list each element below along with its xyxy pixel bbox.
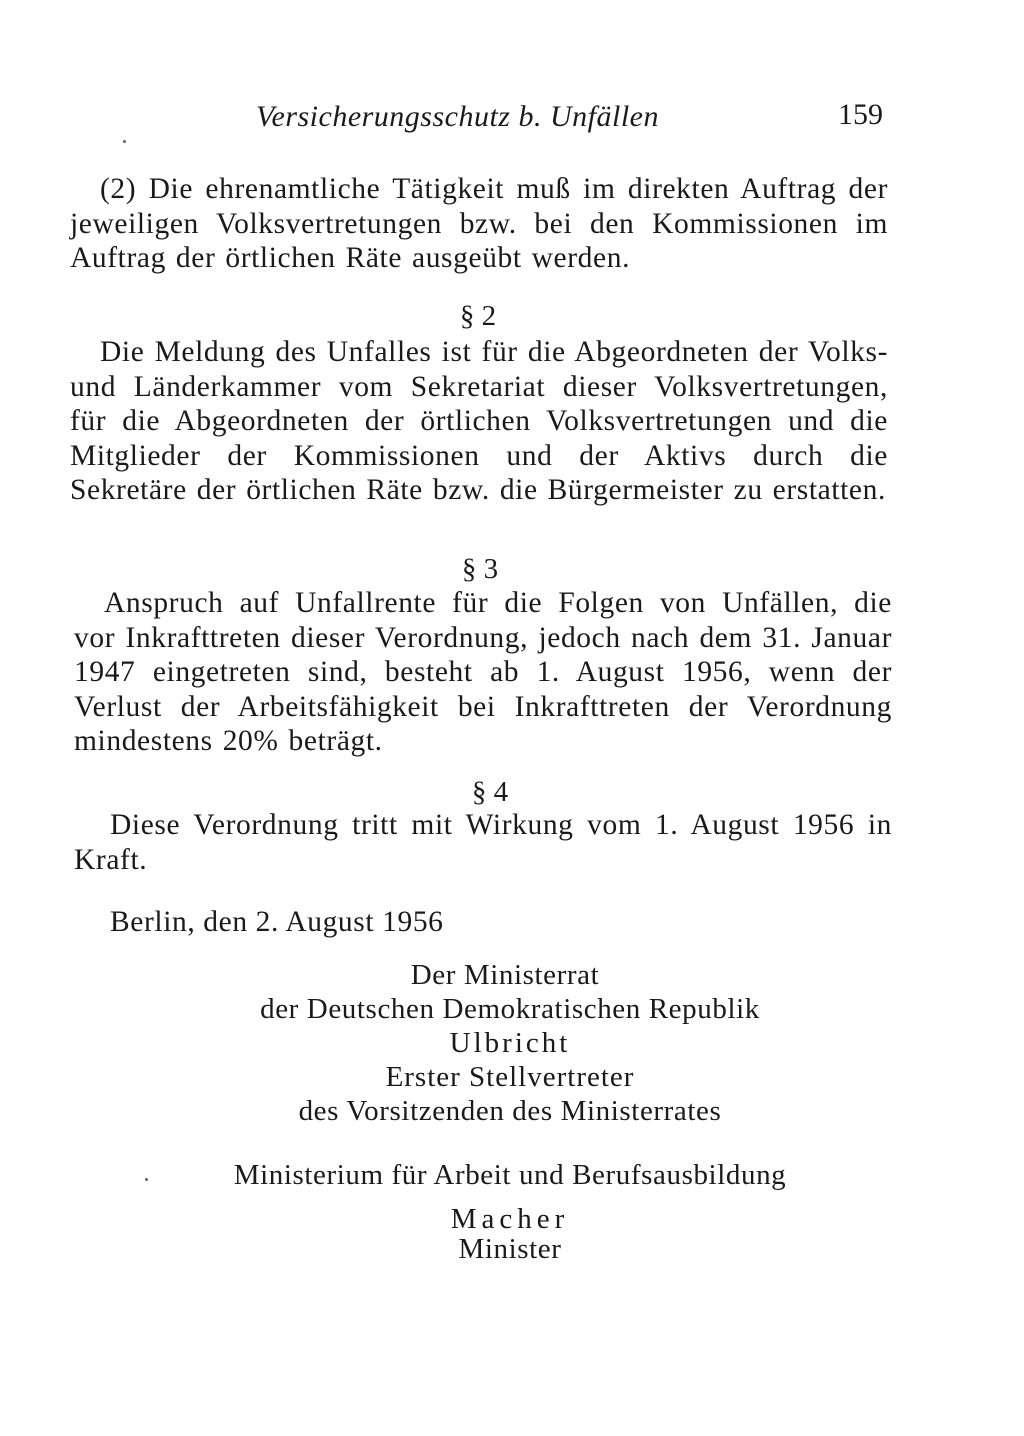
minister-title: Minister — [458, 1233, 562, 1265]
paragraph-section-4: Diese Verordnung tritt mit Wirkung vom 1. August 1956 in Kraft. — [74, 809, 892, 876]
signature-block-ministry — [70, 1158, 950, 1266]
running-head: Versicherungsschutz b. Unfällen — [256, 100, 659, 133]
signatory-title: Erster Stellvertreter — [385, 1061, 635, 1093]
paragraph-2-subsection: (2) Die ehrenamtliche Tätigkeit muß im direkten Auftrag der jeweiligen Volksvertretungen bzw. bei den Kommissionen im Auftrag der örtlichen Räte ausgeübt werden. — [70, 173, 888, 274]
signatory-name: Ulbricht — [449, 1027, 571, 1059]
print-speck — [145, 1178, 148, 1181]
paragraph-section-2: Die Meldung des Unfalles ist für die Abgeordneten der Volks- und Länderkammer vom Sekretariat dieser Volksvertretungen, für die Abgeordneten der örtlichen Volksvertretungen und die Mitglieder der Kommissionen und der Aktivs durch die Sekretäre der örtlichen Räte bzw. die Bürgermeister zu erstatten. — [70, 336, 888, 506]
page-number: 159 — [838, 98, 883, 131]
signatory-body-line-2: der Deutschen Demokratischen Republik — [260, 993, 760, 1025]
signatory-title-line-2: des Vorsitzenden des Ministerrates — [298, 1095, 722, 1127]
place-and-date: Berlin, den 2. August 1956 — [110, 906, 444, 938]
print-speck — [123, 140, 126, 143]
ministry-name: Ministerium für Arbeit und Berufsausbildung — [233, 1159, 787, 1191]
paragraph-section-3: Anspruch auf Unfallrente für die Folgen von Unfällen, die vor Inkrafttreten dieser Verordnung, jedoch nach dem 31. Januar 1947 eingetreten sind, besteht ab 1. August 1956, wenn der Verlust der Arbeitsfähigkeit bei Inkrafttreten der Verordnung mindestens 20% beträgt. — [74, 587, 892, 757]
section-heading-2: § 2 — [459, 300, 497, 332]
section-heading-3: § 3 — [461, 553, 499, 585]
minister-name: Macher — [450, 1203, 570, 1235]
section-heading-4: § 4 — [471, 776, 509, 808]
signatory-body: Der Ministerrat — [410, 959, 600, 991]
signature-block-council — [70, 958, 950, 1128]
